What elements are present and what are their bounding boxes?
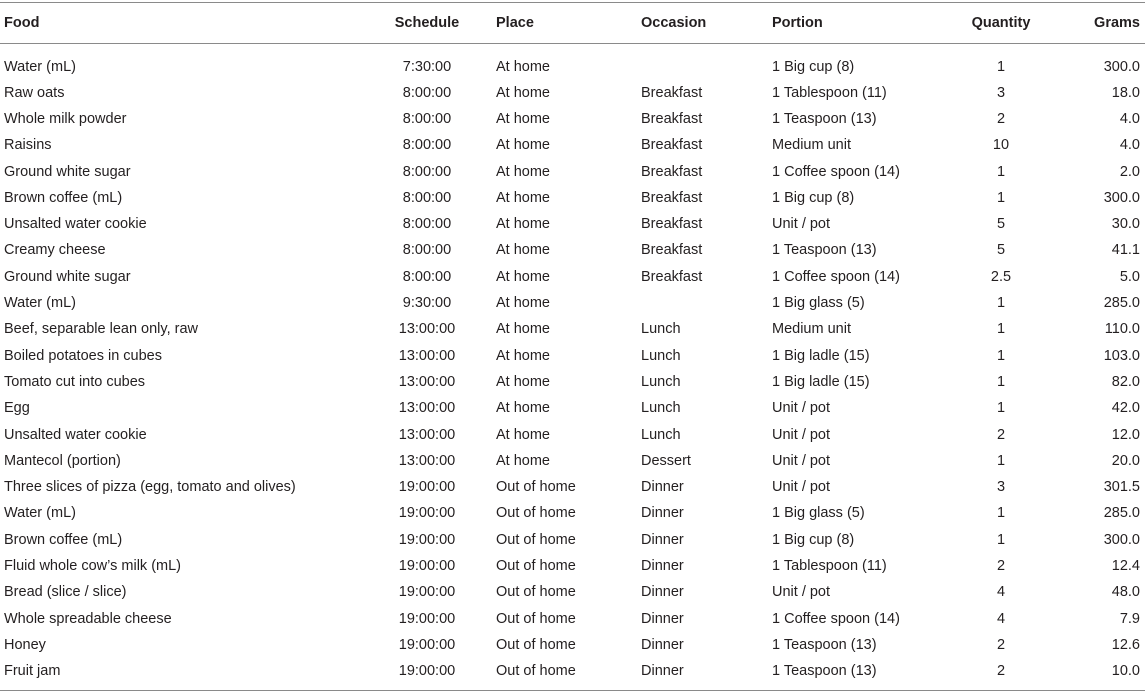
- table-row: [0, 421, 1145, 447]
- cell-portion: Unit / pot: [772, 426, 831, 443]
- cell-schedule: 13:00:00: [398, 400, 456, 417]
- cell-grams: 41.1: [1111, 242, 1140, 259]
- cell-schedule: 8:00:00: [402, 137, 452, 154]
- cell-grams: 10.0: [1057, 658, 1145, 690]
- cell-food: Brown coffee (mL): [4, 531, 123, 548]
- cell-quantity: 5: [996, 216, 1006, 233]
- cell-schedule: 19:00:00: [398, 610, 456, 627]
- cell-food: Brown coffee (mL): [4, 189, 123, 206]
- cell-portion: 1 Big cup (8): [772, 58, 855, 75]
- cell-grams: 12.6: [1111, 636, 1140, 653]
- cell-food: Water (mL): [4, 295, 76, 312]
- cell-portion: 1 Teaspoon (13): [772, 636, 877, 653]
- cell-food: Creamy cheese: [4, 242, 106, 259]
- cell-quantity: 2.5: [990, 268, 1012, 285]
- food-intake-table: [0, 2, 1145, 691]
- cell-place: Out of home: [496, 479, 576, 496]
- cell-grams: 12.0: [1111, 426, 1140, 443]
- cell-grams: 285.0: [1103, 505, 1140, 522]
- table-row: [0, 527, 1145, 553]
- cell-schedule: 8:00:00: [402, 216, 452, 233]
- cell-place: Out of home: [496, 610, 576, 627]
- cell-food: Honey: [4, 636, 46, 653]
- cell-grams: 300.0: [1103, 531, 1140, 548]
- cell-portion: Unit / pot: [772, 584, 831, 601]
- cell-grams: 285.0: [1103, 295, 1140, 312]
- cell-quantity: 1: [996, 58, 1006, 75]
- cell-portion: 1 Tablespoon (11): [772, 84, 887, 101]
- cell-quantity: 1: [996, 321, 1006, 338]
- cell-food: Raisins: [4, 137, 52, 154]
- cell-schedule: 19:00:00: [398, 531, 456, 548]
- table-row: [0, 369, 1145, 395]
- cell-place: At home: [496, 268, 550, 285]
- cell-food: Tomato cut into cubes: [4, 373, 146, 390]
- cell-place: Out of home: [492, 658, 637, 690]
- cell-occasion: Breakfast: [641, 189, 703, 206]
- cell-grams: 110.0: [1104, 321, 1140, 338]
- table-row: [0, 632, 1145, 658]
- cell-food: Ground white sugar: [4, 163, 131, 180]
- cell-occasion: Lunch: [641, 400, 681, 417]
- cell-food: Fluid whole cow’s milk (mL): [4, 557, 181, 574]
- cell-portion: 1 Big ladle (15): [772, 373, 870, 390]
- cell-place: At home: [496, 58, 550, 75]
- cell-schedule: 13:00:00: [398, 373, 456, 390]
- cell-quantity: 1: [996, 347, 1006, 364]
- cell-place: At home: [496, 110, 550, 127]
- cell-schedule: 19:00:00: [398, 636, 456, 653]
- cell-portion: 1 Coffee spoon (14): [772, 268, 900, 285]
- cell-food: Beef, separable lean only, raw: [4, 321, 198, 338]
- header-place: Place: [492, 3, 637, 44]
- table-row: [0, 44, 1145, 80]
- cell-portion: Medium unit: [772, 137, 851, 154]
- cell-occasion: [637, 290, 768, 316]
- cell-portion: Medium unit: [772, 321, 851, 338]
- cell-schedule: 9:30:00: [402, 295, 452, 312]
- cell-place: Out of home: [496, 636, 576, 653]
- cell-food: Fruit jam: [0, 658, 362, 690]
- cell-place: Out of home: [496, 584, 576, 601]
- cell-occasion: Lunch: [641, 373, 681, 390]
- cell-schedule: 19:00:00: [398, 584, 456, 601]
- cell-food: Boiled potatoes in cubes: [4, 347, 162, 364]
- cell-quantity: 2: [996, 636, 1006, 653]
- cell-portion: Unit / pot: [772, 452, 831, 469]
- header-quantity: Quantity: [945, 3, 1057, 44]
- table-row: [0, 500, 1145, 526]
- cell-occasion: Breakfast: [641, 268, 703, 285]
- cell-schedule: 8:00:00: [402, 163, 452, 180]
- table-row: [0, 132, 1145, 158]
- cell-grams: 7.9: [1119, 610, 1140, 627]
- cell-place: At home: [496, 400, 550, 417]
- cell-portion: Unit / pot: [772, 479, 831, 496]
- cell-quantity: 5: [996, 242, 1006, 259]
- cell-portion: 1 Teaspoon (13): [768, 658, 945, 690]
- table-row: [0, 264, 1145, 290]
- cell-grams: 82.0: [1111, 373, 1140, 390]
- cell-quantity: 1: [996, 400, 1006, 417]
- cell-portion: 1 Big ladle (15): [772, 347, 870, 364]
- cell-portion: 1 Big cup (8): [772, 189, 855, 206]
- cell-food: Raw oats: [4, 84, 65, 101]
- cell-occasion: Dessert: [641, 452, 691, 469]
- cell-food: Bread (slice / slice): [4, 584, 127, 601]
- cell-place: At home: [496, 163, 550, 180]
- cell-food: Mantecol (portion): [4, 452, 121, 469]
- cell-portion: 1 Teaspoon (13): [772, 242, 877, 259]
- cell-occasion: Dinner: [641, 505, 684, 522]
- cell-food: Three slices of pizza (egg, tomato and olives): [4, 479, 296, 496]
- cell-schedule: 8:00:00: [402, 242, 452, 259]
- cell-food: Water (mL): [4, 58, 76, 75]
- header-schedule: Schedule: [362, 3, 492, 44]
- cell-quantity: 4: [996, 610, 1006, 627]
- header-food: Food: [0, 3, 362, 44]
- table-row: [0, 158, 1145, 184]
- cell-grams: 4.0: [1119, 137, 1140, 154]
- cell-quantity: 3: [996, 479, 1006, 496]
- table-body: [0, 44, 1145, 691]
- table-row: [0, 80, 1145, 106]
- cell-quantity: 1: [996, 452, 1006, 469]
- cell-schedule: 13:00:00: [398, 452, 456, 469]
- table-row: [0, 395, 1145, 421]
- cell-schedule: 19:00:00: [362, 658, 492, 690]
- cell-portion: Unit / pot: [772, 400, 831, 417]
- table-header: [0, 3, 1145, 44]
- cell-grams: 48.0: [1111, 584, 1140, 601]
- cell-portion: 1 Big cup (8): [772, 531, 855, 548]
- cell-quantity: 4: [996, 584, 1006, 601]
- cell-place: At home: [496, 426, 550, 443]
- table-row: [0, 579, 1145, 605]
- cell-schedule: 13:00:00: [398, 426, 456, 443]
- cell-grams: 103.0: [1103, 347, 1140, 364]
- cell-quantity: 2: [996, 426, 1006, 443]
- cell-grams: 12.4: [1111, 557, 1140, 574]
- cell-grams: 4.0: [1119, 110, 1140, 127]
- cell-food: Whole milk powder: [4, 110, 127, 127]
- cell-grams: 2.0: [1119, 163, 1140, 180]
- cell-schedule: 19:00:00: [398, 557, 456, 574]
- header-grams: Grams: [1057, 3, 1145, 44]
- cell-occasion: Breakfast: [641, 137, 703, 154]
- cell-food: Egg: [4, 400, 30, 417]
- cell-portion: 1 Big glass (5): [772, 505, 865, 522]
- cell-place: Out of home: [496, 557, 576, 574]
- cell-food: Unsalted water cookie: [4, 426, 147, 443]
- cell-portion: 1 Coffee spoon (14): [772, 610, 900, 627]
- cell-portion: 1 Coffee spoon (14): [772, 163, 900, 180]
- table-row: [0, 474, 1145, 500]
- cell-occasion: Breakfast: [641, 216, 703, 233]
- cell-quantity: 1: [996, 531, 1006, 548]
- cell-occasion: Breakfast: [641, 84, 703, 101]
- table-row: [0, 553, 1145, 579]
- cell-grams: 20.0: [1111, 452, 1140, 469]
- cell-grams: 301.5: [1103, 479, 1140, 496]
- cell-occasion: Dinner: [641, 557, 684, 574]
- header-portion: Portion: [768, 3, 945, 44]
- cell-place: At home: [496, 137, 550, 154]
- cell-place: At home: [496, 347, 550, 364]
- cell-quantity: 1: [996, 163, 1006, 180]
- cell-place: At home: [496, 452, 550, 469]
- table-row: [0, 211, 1145, 237]
- table-row: [0, 237, 1145, 263]
- cell-occasion: Lunch: [641, 426, 681, 443]
- cell-quantity: 3: [996, 84, 1006, 101]
- cell-place: At home: [496, 189, 550, 206]
- cell-quantity: 1: [996, 505, 1006, 522]
- cell-place: At home: [496, 295, 550, 312]
- cell-quantity: 2: [945, 658, 1057, 690]
- cell-place: Out of home: [496, 505, 576, 522]
- cell-occasion: Breakfast: [641, 110, 703, 127]
- cell-occasion: Dinner: [641, 610, 684, 627]
- cell-quantity: 10: [992, 137, 1010, 154]
- cell-occasion: Breakfast: [641, 242, 703, 259]
- cell-food: Ground white sugar: [4, 268, 131, 285]
- table-row: [0, 290, 1145, 316]
- cell-schedule: 19:00:00: [398, 505, 456, 522]
- cell-schedule: 8:00:00: [402, 84, 452, 101]
- cell-portion: 1 Tablespoon (11): [772, 557, 887, 574]
- cell-occasion: Lunch: [641, 347, 681, 364]
- cell-quantity: 2: [996, 557, 1006, 574]
- cell-place: Out of home: [496, 531, 576, 548]
- table-row: [0, 605, 1145, 631]
- cell-occasion: [637, 44, 768, 80]
- table-row: [0, 316, 1145, 342]
- header-row: [0, 3, 1145, 44]
- cell-occasion: Dinner: [637, 658, 768, 690]
- cell-place: At home: [496, 321, 550, 338]
- cell-occasion: Dinner: [641, 531, 684, 548]
- table-row: [0, 185, 1145, 211]
- cell-occasion: Dinner: [641, 636, 684, 653]
- cell-occasion: Breakfast: [641, 163, 703, 180]
- cell-grams: 30.0: [1111, 216, 1140, 233]
- cell-place: At home: [496, 373, 550, 390]
- table-row: [0, 448, 1145, 474]
- cell-portion: 1 Big glass (5): [772, 295, 865, 312]
- cell-grams: 300.0: [1103, 189, 1140, 206]
- cell-grams: 5.0: [1119, 268, 1140, 285]
- cell-schedule: 8:00:00: [402, 189, 452, 206]
- cell-occasion: Lunch: [641, 321, 681, 338]
- cell-quantity: 1: [996, 373, 1006, 390]
- cell-quantity: 2: [996, 110, 1006, 127]
- cell-schedule: 8:00:00: [402, 268, 452, 285]
- table-row: [0, 658, 1145, 690]
- cell-occasion: Dinner: [641, 584, 684, 601]
- cell-portion: 1 Teaspoon (13): [772, 110, 877, 127]
- cell-grams: 18.0: [1111, 84, 1140, 101]
- cell-food: Water (mL): [4, 505, 76, 522]
- cell-food: Whole spreadable cheese: [4, 610, 172, 627]
- cell-portion: Unit / pot: [772, 216, 831, 233]
- cell-occasion: Dinner: [641, 479, 684, 496]
- cell-schedule: 7:30:00: [402, 58, 452, 75]
- cell-place: At home: [496, 84, 550, 101]
- cell-schedule: 13:00:00: [398, 321, 456, 338]
- cell-schedule: 13:00:00: [398, 347, 456, 364]
- cell-quantity: 1: [996, 189, 1006, 206]
- cell-food: Unsalted water cookie: [4, 216, 147, 233]
- table-row: [0, 106, 1145, 132]
- cell-grams: 42.0: [1111, 400, 1140, 417]
- cell-schedule: 19:00:00: [398, 479, 456, 496]
- cell-place: At home: [496, 242, 550, 259]
- cell-place: At home: [496, 216, 550, 233]
- header-occasion: Occasion: [637, 3, 768, 44]
- cell-schedule: 8:00:00: [402, 110, 452, 127]
- cell-quantity: 1: [996, 295, 1006, 312]
- cell-grams: 300.0: [1103, 58, 1140, 75]
- table-row: [0, 342, 1145, 368]
